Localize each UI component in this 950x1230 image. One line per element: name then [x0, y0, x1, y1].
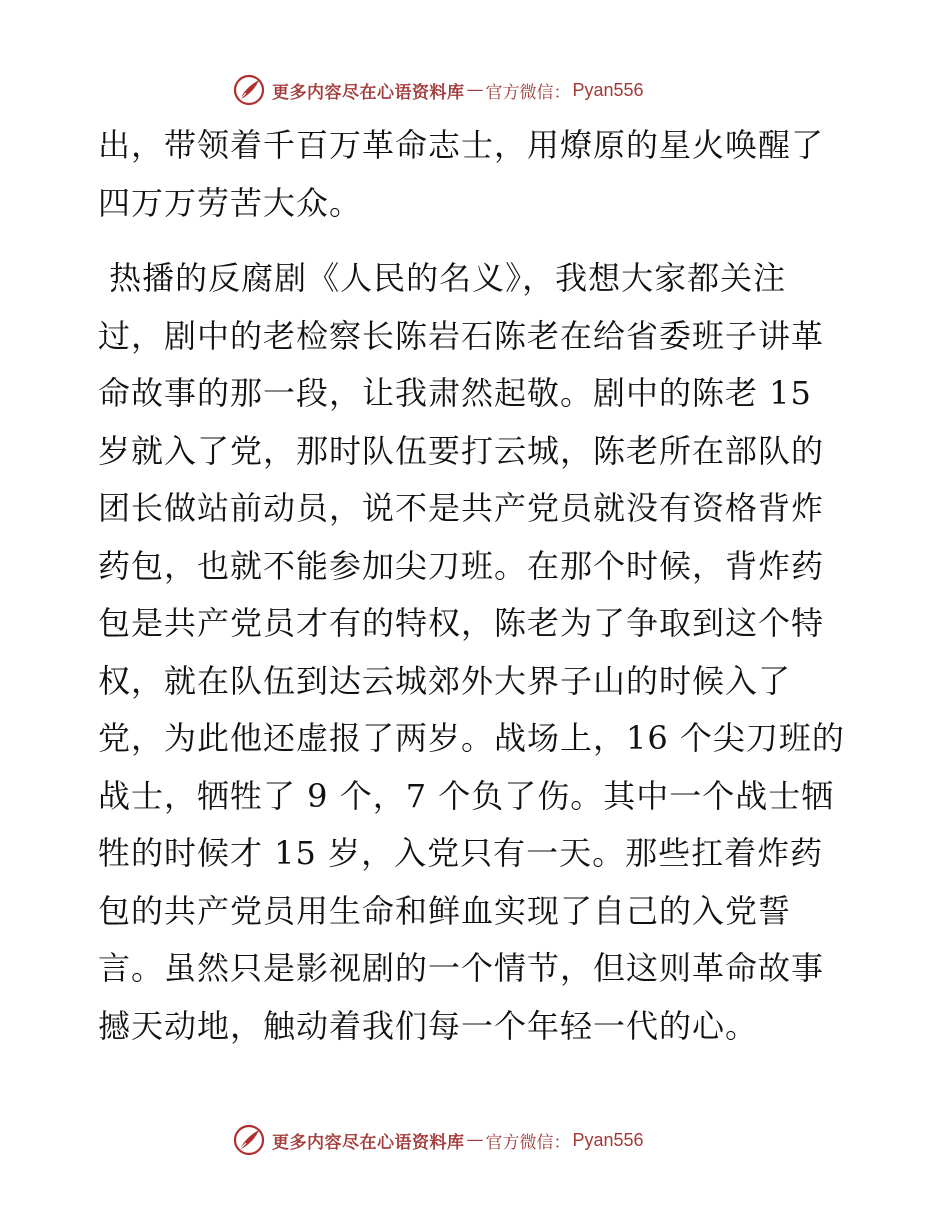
text-line: 出，带领着千百万革命志士，用燎原的星火唤醒了	[98, 126, 825, 164]
watermark-separator: —	[466, 80, 484, 100]
text-line: 言。虽然只是影视剧的一个情节，但这则革命故事	[98, 949, 825, 987]
text-line: 党，为此他还虚报了两岁。战场上，16 个尖刀班的	[98, 719, 845, 757]
text-line: 牲的时候才 15 岁，入党只有一天。那些扛着炸药	[98, 834, 824, 872]
text-line: 四万万劳苦大众。	[98, 183, 363, 222]
text-line: 战士，牺牲了 9 个，7 个负了伤。其中一个战士牺	[98, 776, 835, 815]
watermark-wechat-id: Pyan556	[572, 1129, 644, 1150]
feather-logo-icon	[232, 73, 266, 107]
text-line: 命故事的那一段，让我肃然起敬。剧中的陈老 15	[98, 374, 812, 412]
text-line: 团长做站前动员，说不是共产党员就没有资格背炸	[98, 489, 825, 527]
header-watermark	[232, 72, 644, 108]
watermark-label: 官方微信：	[485, 1132, 571, 1153]
text-line: 包的共产党员用生命和鲜血实现了自己的入党誓	[98, 891, 792, 930]
text-line: 热播的反腐剧《人民的名义》，我想大家都关注	[98, 259, 787, 297]
watermark-label: 官方微信：	[485, 82, 571, 103]
paragraph-2	[98, 250, 858, 1055]
text-line: 过，剧中的老检察长陈岩石陈老在给省委班子讲革	[98, 316, 825, 355]
text-line: 药包，也就不能参加尖刀班。在那个时候，背炸药	[98, 546, 825, 585]
text-line: 权，就在队伍到达云城郊外大界子山的时候入了	[98, 661, 792, 700]
text-line: 岁就入了党，那时队伍要打云城，陈老所在部队的	[98, 431, 825, 470]
watermark-text: 更多内容尽在心语资料库	[272, 82, 465, 103]
watermark-text: 更多内容尽在心语资料库	[272, 1132, 465, 1153]
text-line: 包是共产党员才有的特权，陈老为了争取到这个特	[98, 604, 825, 642]
footer-watermark	[232, 1122, 644, 1158]
watermark-wechat-id: Pyan556	[572, 79, 644, 100]
watermark-separator: —	[466, 1130, 484, 1150]
document-body	[98, 117, 858, 1055]
feather-logo-icon	[232, 1123, 266, 1157]
text-line: 撼天动地，触动着我们每一个年轻一代的心。	[98, 1006, 759, 1045]
paragraph-1	[98, 117, 858, 232]
